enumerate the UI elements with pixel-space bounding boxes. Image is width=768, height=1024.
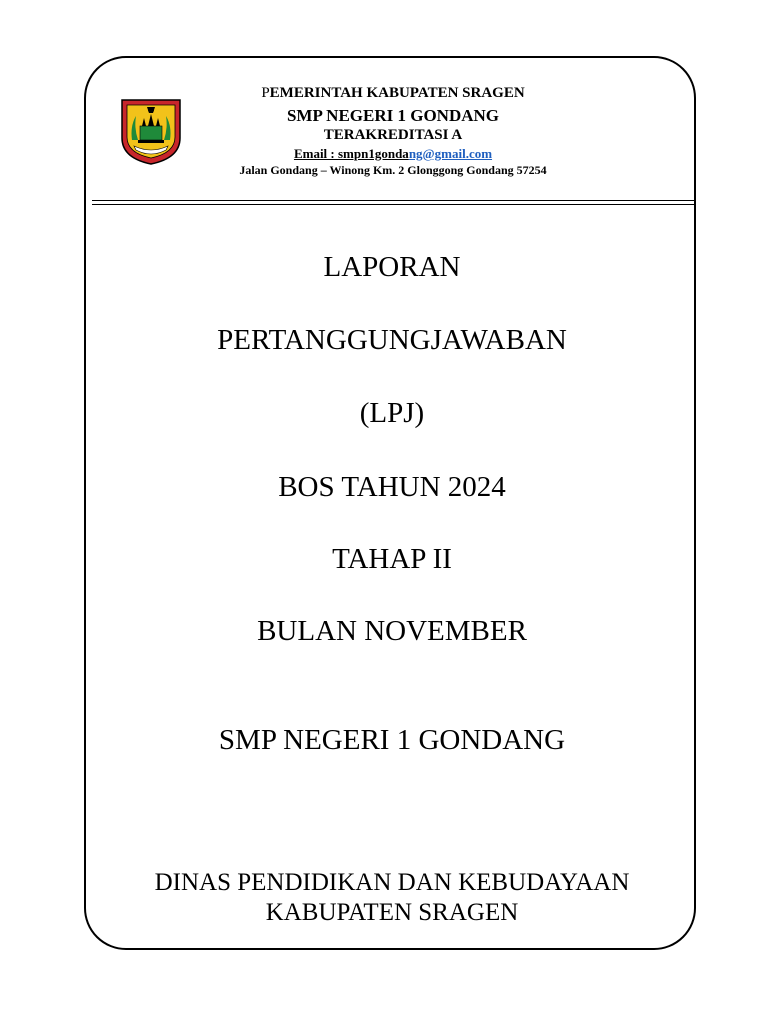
title-bos-year: BOS TAHUN 2024: [278, 471, 506, 503]
title-laporan: LAPORAN: [323, 251, 461, 283]
title-stage: TAHAP II: [332, 543, 452, 575]
title-month: BULAN NOVEMBER: [257, 615, 527, 647]
title-lpj: (LPJ): [359, 397, 425, 429]
title-pertanggungjawaban: PERTANGGUNGJAWABAN: [217, 324, 567, 356]
government-name: [150, 86, 636, 101]
school-name-header: SMP NEGERI 1 GONDANG: [286, 106, 500, 125]
government-name-initial: P: [261, 85, 270, 101]
email-line: [150, 147, 636, 160]
school-address: Jalan Gondang – Winong Km. 2 Glonggong Gondang 57254: [239, 163, 547, 177]
page-border: [84, 56, 696, 950]
header-divider-top: [92, 200, 694, 201]
government-name-rest: EMERINTAH KABUPATEN SRAGEN: [269, 85, 525, 101]
email-label: Email : smpn1gonda: [293, 146, 409, 161]
title-school-name: SMP NEGERI 1 GONDANG: [218, 724, 566, 756]
accreditation-label: TERAKREDITASI A: [323, 127, 463, 143]
footer-regency: KABUPATEN SRAGEN: [265, 899, 519, 926]
header-divider-bottom: [92, 204, 694, 205]
footer-agency: DINAS PENDIDIKAN DAN KEBUDAYAAN: [154, 869, 630, 896]
email-link[interactable]: ng@gmail.com: [408, 146, 493, 161]
